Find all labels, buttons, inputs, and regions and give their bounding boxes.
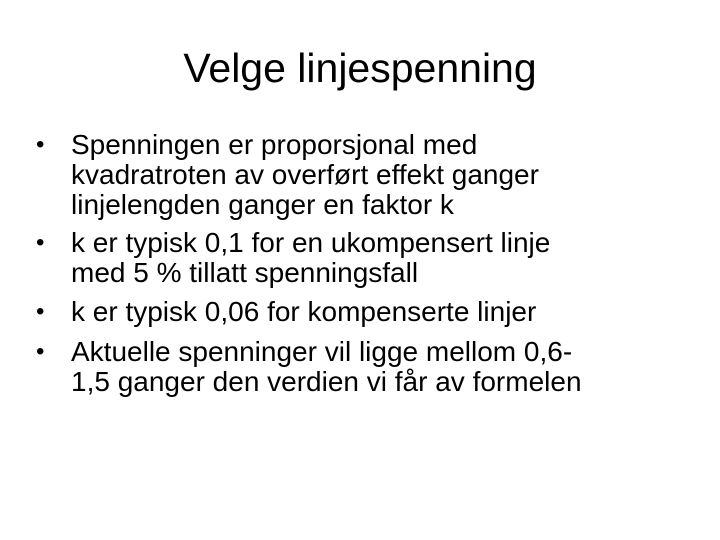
bullet-text-line: Aktuelle spenninger vil ligge mellom 0,6- <box>71 336 573 367</box>
bullet-item <box>36 130 676 220</box>
bullet-icon: • <box>36 298 45 325</box>
bullet-text-line: Spenningen er proporsjonal med <box>71 129 478 160</box>
bullet-list <box>36 130 676 406</box>
bullet-text-line: 1,5 ganger den verdien vi får av formelen <box>71 366 582 397</box>
bullet-text-line: k er typisk 0,06 for kompenserte linjer <box>71 296 537 327</box>
bullet-text-line: linjelengden ganger en faktor k <box>71 189 454 220</box>
bullet-item <box>36 228 676 288</box>
bullet-icon: • <box>36 338 45 365</box>
bullet-icon: • <box>36 229 45 256</box>
bullet-item <box>36 337 676 397</box>
slide-title: Velge linjespenning <box>183 45 537 91</box>
bullet-icon: • <box>36 131 45 158</box>
bullet-text-line: med 5 % tillatt spenningsfall <box>71 257 419 288</box>
bullet-text-line: kvadratroten av overført effekt ganger <box>71 159 539 190</box>
bullet-text-line: k er typisk 0,1 for en ukompensert linje <box>71 227 551 258</box>
bullet-item <box>36 297 676 327</box>
